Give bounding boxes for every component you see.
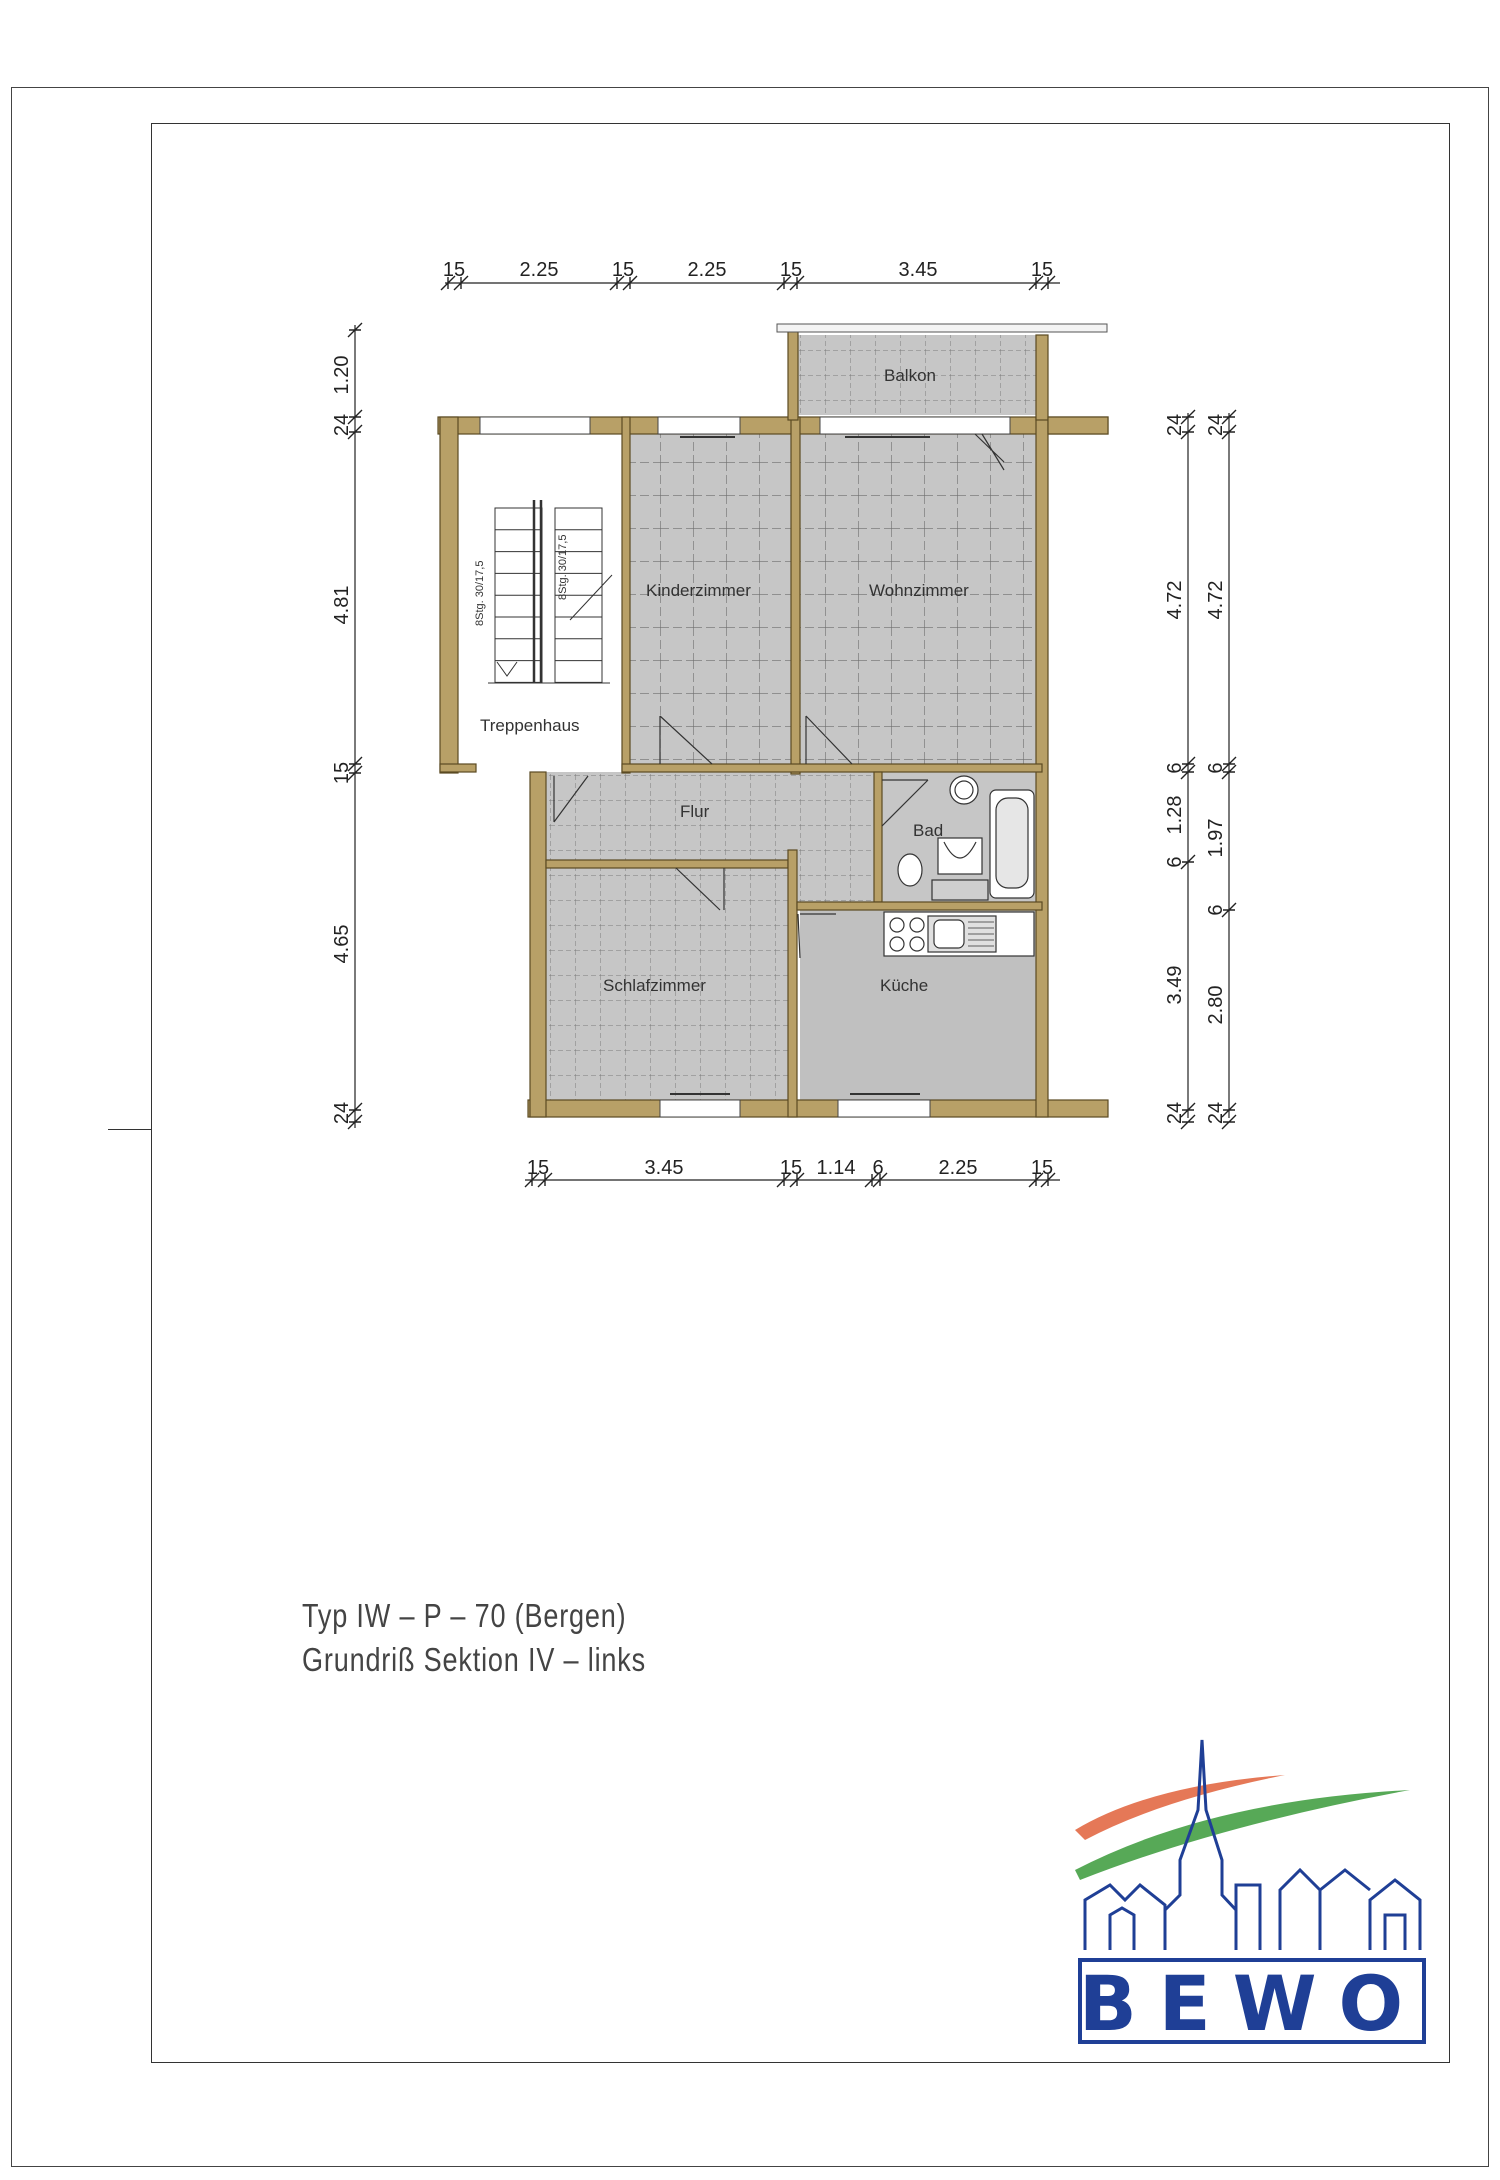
bewo-logo — [1075, 1740, 1425, 2048]
dim-left-6: 24 — [331, 1101, 353, 1125]
dim-bottom-6: 2.25 — [938, 1157, 978, 1179]
dim-left-5: 4.65 — [331, 924, 353, 964]
room-label-bad: Bad — [913, 821, 944, 840]
dim-right-outer-4: 1.97 — [1205, 818, 1227, 858]
dim-right-outer-2: 4.72 — [1205, 580, 1227, 620]
dim-left-1: 1.20 — [331, 355, 353, 395]
balkon-rail — [777, 324, 1107, 332]
dim-bottom-4: 1.14 — [816, 1157, 856, 1179]
dim-top-2: 2.25 — [519, 259, 559, 281]
stair-label-a: 8Stg. 30/17,5 — [474, 560, 486, 626]
room-label-wohnzimmer: Wohnzimmer — [869, 581, 969, 600]
dim-right-outer-1: 24 — [1205, 413, 1227, 437]
dim-top-1: 15 — [442, 259, 466, 281]
dim-bottom-3: 15 — [779, 1157, 803, 1179]
room-label-kinderzimmer: Kinderzimmer — [646, 581, 751, 600]
room-label-kueche: Küche — [880, 976, 929, 995]
stair-label-b: 8Stg. 30/17,5 — [557, 534, 569, 600]
room-label-schlafzimmer: Schlafzimmer — [603, 976, 706, 995]
room-label-balkon: Balkon — [884, 366, 936, 385]
room-label-treppenhaus: Treppenhaus — [480, 716, 580, 735]
kitchen-fixtures — [884, 912, 1034, 956]
dim-top-3: 15 — [611, 259, 635, 281]
dim-right-inner-1: 24 — [1164, 413, 1186, 437]
caption-section: Grundriß Sektion IV – links — [302, 1641, 646, 1678]
dim-top-6: 3.45 — [898, 259, 938, 281]
dim-right-outer-7: 24 — [1205, 1101, 1227, 1125]
dim-right-outer-6: 2.80 — [1205, 985, 1227, 1025]
dim-right-inner-5: 6 — [1164, 856, 1186, 868]
room-label-flur: Flur — [680, 802, 710, 821]
dim-bottom-1: 15 — [526, 1157, 550, 1179]
dim-left-4: 15 — [331, 761, 353, 785]
dim-bottom-5: 6 — [872, 1157, 884, 1179]
dim-top-7: 15 — [1030, 259, 1054, 281]
dim-left-2: 24 — [331, 413, 353, 437]
dim-bottom-2: 3.45 — [644, 1157, 684, 1179]
dim-right-inner-4: 1.28 — [1164, 795, 1186, 835]
dim-bottom-7: 15 — [1030, 1157, 1054, 1179]
logo-text: BEWO — [1078, 1959, 1426, 2048]
dim-right-inner-6: 3.49 — [1164, 965, 1186, 1005]
dim-right-outer-5: 6 — [1205, 904, 1227, 916]
dim-right-inner-7: 24 — [1164, 1101, 1186, 1125]
dim-right-inner-2: 4.72 — [1164, 580, 1186, 620]
dim-right-inner-3: 6 — [1164, 762, 1186, 774]
dim-top-5: 15 — [779, 259, 803, 281]
caption-type: Typ IW – P – 70 (Bergen) — [302, 1597, 627, 1634]
dim-top-4: 2.25 — [687, 259, 727, 281]
dim-right-outer-3: 6 — [1205, 762, 1227, 774]
logo-green-swoosh — [1075, 1790, 1410, 1880]
dim-left-3: 4.81 — [331, 585, 353, 625]
